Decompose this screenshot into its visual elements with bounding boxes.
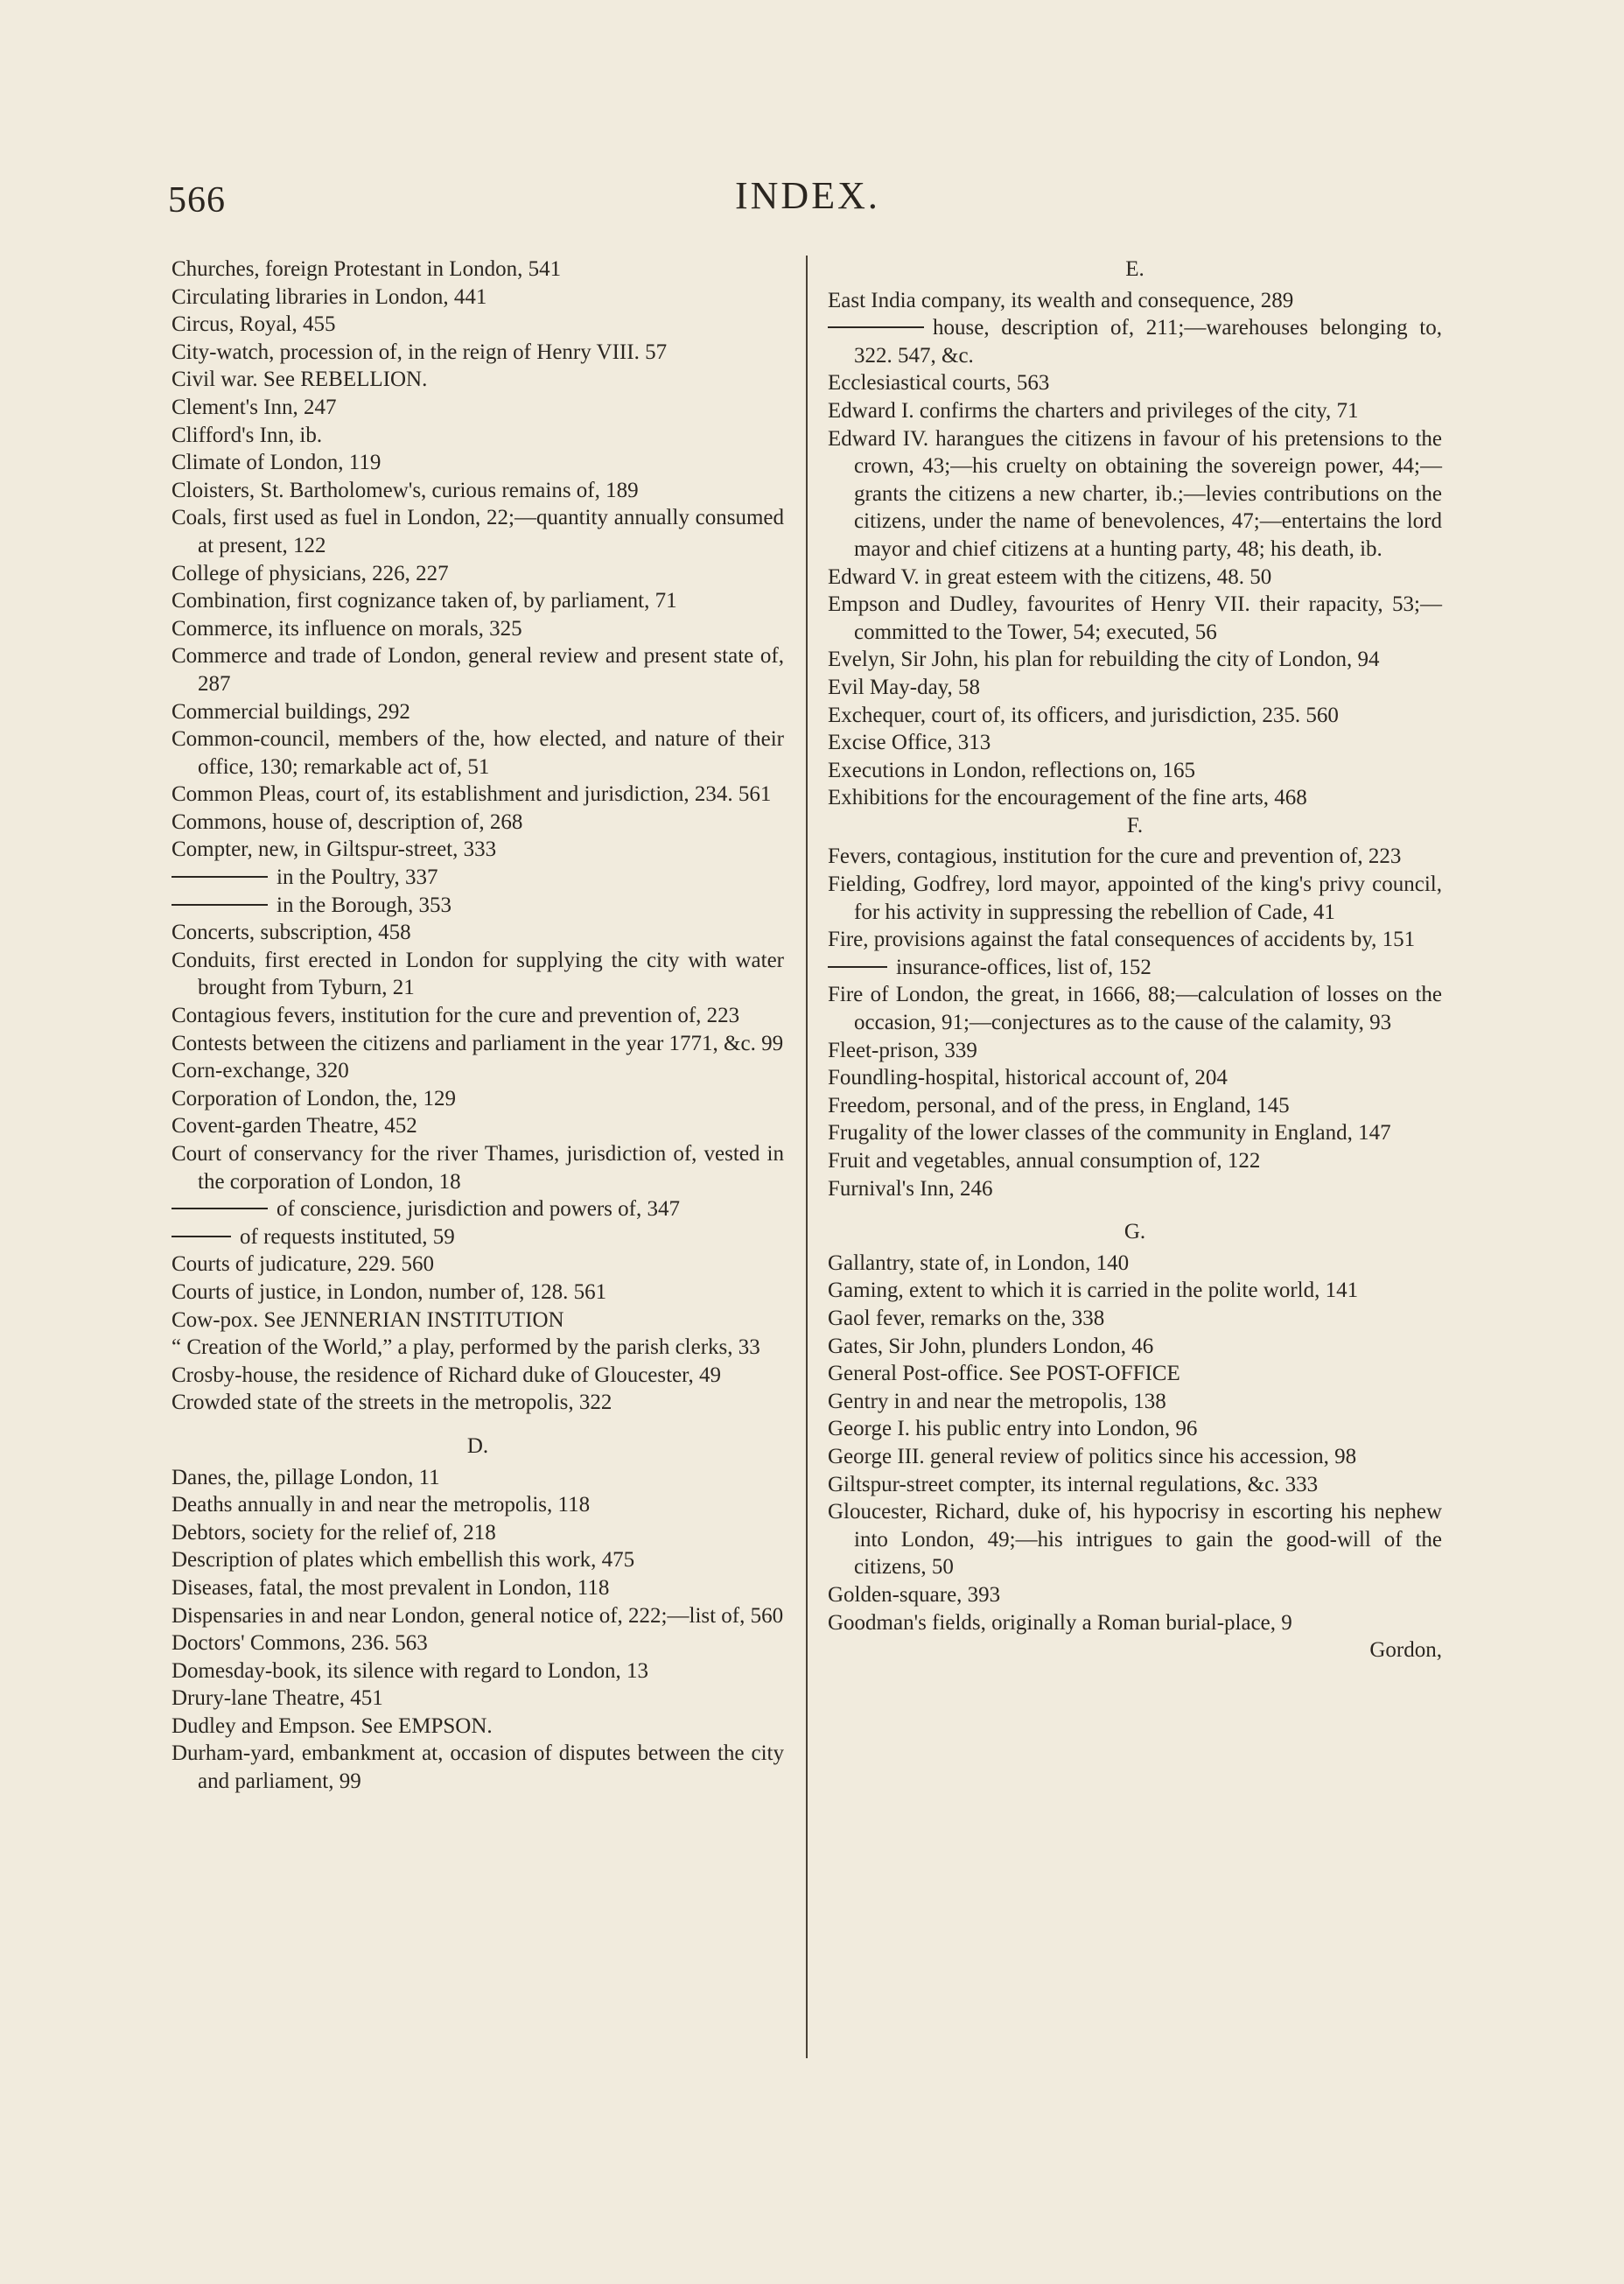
index-entry: Gallantry, state of, in London, 140 [828, 1251, 1130, 1275]
index-entry: Commerce, its influence on morals, 325 [172, 616, 522, 641]
index-subentry: in the Borough, 353 [172, 892, 784, 920]
index-entry: Freedom, personal, and of the press, in England, 145 [828, 1093, 1290, 1117]
index-entry: Danes, the, pillage London, 11 [172, 1465, 440, 1489]
index-entry: Golden-square, 393 [828, 1582, 1001, 1607]
index-entry: City-watch, procession of, in the reign of Henry VIII. 57 [172, 340, 668, 364]
index-entry: Crowded state of the streets in the metropolis, 322 [172, 1391, 612, 1415]
index-entry: Executions in London, reflections on, 165 [828, 758, 1196, 782]
index-entry: Corn-exchange, 320 [172, 1059, 349, 1083]
index-entry: Exhibitions for the encouragement of the fine arts, 468 [828, 786, 1307, 810]
index-entry: Covent-garden Theatre, 452 [172, 1114, 417, 1138]
index-entry: Ecclesiastical courts, 563 [828, 371, 1050, 396]
index-entry: Dispensaries in and near London, general notice of, 222;—list of, 560 [172, 1603, 784, 1628]
index-entry: Debtors, society for the relief of, 218 [172, 1520, 496, 1545]
index-entry: Gentry in and near the metropolis, 138 [828, 1389, 1166, 1413]
index-entry: Frugality of the lower classes of the community in England, 147 [828, 1121, 1391, 1146]
index-entry: “ Creation of the World,” a play, performed by the parish clerks, 33 [172, 1335, 760, 1360]
index-entry: Domesday-book, its silence with regard to London, 13 [172, 1658, 649, 1683]
index-entry: Cow-pox. See JENNERIAN INSTITUTION [172, 1307, 564, 1332]
index-entry: Furnival's Inn, 246 [828, 1176, 993, 1201]
index-entry: Churches, foreign Protestant in London, 541 [172, 257, 562, 281]
index-entry: Common Pleas, court of, its establishment and jurisdiction, 234. 561 [172, 782, 772, 807]
section-letter-heading: F. [1126, 813, 1144, 837]
index-entry: Evil May-day, 58 [828, 675, 981, 699]
index-entry: Deaths annually in and near the metropolis, 118 [172, 1493, 591, 1517]
index-entry: Gates, Sir John, plunders London, 46 [828, 1334, 1154, 1358]
index-entry: Edward I. confirms the charters and privileges of the city, 71 [828, 398, 1359, 423]
index-subentry: house, description of, 211;—warehouses belonging to, 322. 547, &c. [828, 314, 1442, 369]
index-subentry: in the Poultry, 337 [172, 864, 784, 892]
page-number: 566 [168, 180, 226, 221]
index-entry: Courts of justice, in London, number of, 128. 561 [172, 1279, 607, 1304]
index-entry: Compter, new, in Giltspur-street, 333 [172, 837, 497, 862]
index-entry: Giltspur-street compter, its internal regulations, &c. 333 [828, 1472, 1319, 1496]
index-entry: Doctors' Commons, 236. 563 [172, 1631, 428, 1656]
index-subentry: insurance-offices, list of, 152 [828, 954, 1442, 982]
index-entry: East India company, its wealth and consequence, 289 [828, 288, 1294, 312]
index-entry: Fruit and vegetables, annual consumption of, 122 [828, 1149, 1261, 1173]
column-divider [806, 256, 808, 2058]
index-entry: Excise Office, 313 [828, 731, 991, 755]
index-subentry: of requests instituted, 59 [172, 1223, 784, 1251]
index-entry: Fire of London, the great, in 1666, 88;—calculation of losses on the occasion, 91;—conjectures as to the cause of the calamity, 93 [828, 983, 1442, 1035]
index-entry: Edward IV. harangues the citizens in favour of his pretensions to the crown, 43;—his cruelty on obtaining the sovereign power, 44;—grants the citizens a new charter, ib.;—levies contributions on the citizens, under the name of benevolences, 47;—entertains the lord mayor and chief citizens at a hunting party, 48; his death, ib. [828, 426, 1442, 561]
index-entry: General Post-office. See POST-OFFICE [828, 1362, 1180, 1386]
index-entry: Contests between the citizens and parliament in the year 1771, &c. 99 [172, 1031, 784, 1055]
index-entry: Gaming, extent to which it is carried in the polite world, 141 [828, 1279, 1359, 1303]
index-entry: George III. general review of politics since his accession, 98 [828, 1444, 1357, 1468]
index-entry: Evelyn, Sir John, his plan for rebuilding the city of London, 94 [828, 648, 1380, 672]
index-entry: Goodman's fields, originally a Roman burial-place, 9 [828, 1610, 1292, 1635]
index-entry: Common-council, members of the, how elected, and nature of their office, 130; remarkable act of, 51 [172, 727, 784, 779]
index-subentry: of conscience, jurisdiction and powers of, 347 [172, 1195, 784, 1223]
page-title: INDEX. [735, 174, 880, 217]
index-entry: Combination, first cognizance taken of, by parliament, 71 [172, 589, 677, 613]
index-entry: Contagious fevers, institution for the cure and prevention of, 223 [172, 1004, 740, 1028]
index-entry: Drury-lane Theatre, 451 [172, 1686, 383, 1711]
index-entry: Crosby-house, the residence of Richard duke of Gloucester, 49 [172, 1363, 721, 1387]
index-entry: Gloucester, Richard, duke of, his hypocrisy in escorting his nephew into London, 49;—his intrigues to gain the good-will of the citizens, 50 [828, 1500, 1442, 1580]
index-entry: Circulating libraries in London, 441 [172, 284, 487, 309]
index-entry: Clement's Inn, 247 [172, 395, 337, 419]
index-entry: Civil war. See REBELLION. [172, 368, 428, 392]
index-entry: Fevers, contagious, institution for the cure and prevention of, 223 [828, 844, 1402, 869]
index-entry: Empson and Dudley, favourites of Henry VII. their rapacity, 53;—committed to the Tower, 54; executed, 56 [828, 592, 1442, 644]
index-entry: Clifford's Inn, ib. [172, 423, 323, 447]
index-entry: Climate of London, 119 [172, 451, 382, 475]
index-entry: Edward V. in great esteem with the citizens, 48. 50 [828, 564, 1272, 589]
index-entry: Corporation of London, the, 129 [172, 1086, 456, 1110]
index-entry: Court of conservancy for the river Thames, jurisdiction of, vested in the corporation of London, 18 [172, 1142, 784, 1194]
index-entry: Commons, house of, description of, 268 [172, 809, 523, 834]
index-entry: Description of plates which embellish this work, 475 [172, 1548, 635, 1573]
index-entry: Exchequer, court of, its officers, and jurisdiction, 235. 560 [828, 703, 1339, 727]
index-entry: Diseases, fatal, the most prevalent in London, 118 [172, 1575, 610, 1600]
index-entry: Foundling-hospital, historical account of, 204 [828, 1066, 1228, 1090]
index-column-right [828, 256, 1442, 1664]
index-entry: Dudley and Empson. See EMPSON. [172, 1713, 493, 1738]
index-entry: Coals, first used as fuel in London, 22;—quantity annually consumed at present, 122 [172, 506, 784, 557]
index-entry: Conduits, first erected in London for supplying the city with water brought from Tyburn, 21 [172, 948, 784, 1000]
section-letter-heading: E. [1125, 257, 1144, 281]
index-column-left [172, 256, 784, 1796]
index-entry: Concerts, subscription, 458 [172, 921, 411, 945]
index-entry: College of physicians, 226, 227 [172, 561, 449, 585]
index-entry: Cloisters, St. Bartholomew's, curious remains of, 189 [172, 478, 639, 502]
catchword: Gordon, [1369, 1638, 1442, 1663]
index-entry: Circus, Royal, 455 [172, 312, 336, 337]
index-entry: Fielding, Godfrey, lord mayor, appointed of the king's privy council, for his activity in suppressing the rebellion of Cade, 41 [828, 872, 1442, 924]
section-letter-heading: D. [466, 1433, 489, 1458]
index-entry: George I. his public entry into London, 96 [828, 1417, 1198, 1441]
index-entry: Courts of judicature, 229. 560 [172, 1252, 434, 1277]
index-entry: Commercial buildings, 292 [172, 699, 410, 724]
index-entry: Fleet-prison, 339 [828, 1038, 977, 1062]
index-entry: Commerce and trade of London, general review and present state of, 287 [172, 644, 784, 696]
index-entry: Durham-yard, embankment at, occasion of disputes between the city and parliament, 99 [172, 1741, 784, 1794]
index-entry: Fire, provisions against the fatal consequences of accidents by, 151 [828, 928, 1416, 952]
section-letter-heading: G. [1124, 1220, 1146, 1244]
index-entry: Gaol fever, remarks on the, 338 [828, 1306, 1105, 1330]
